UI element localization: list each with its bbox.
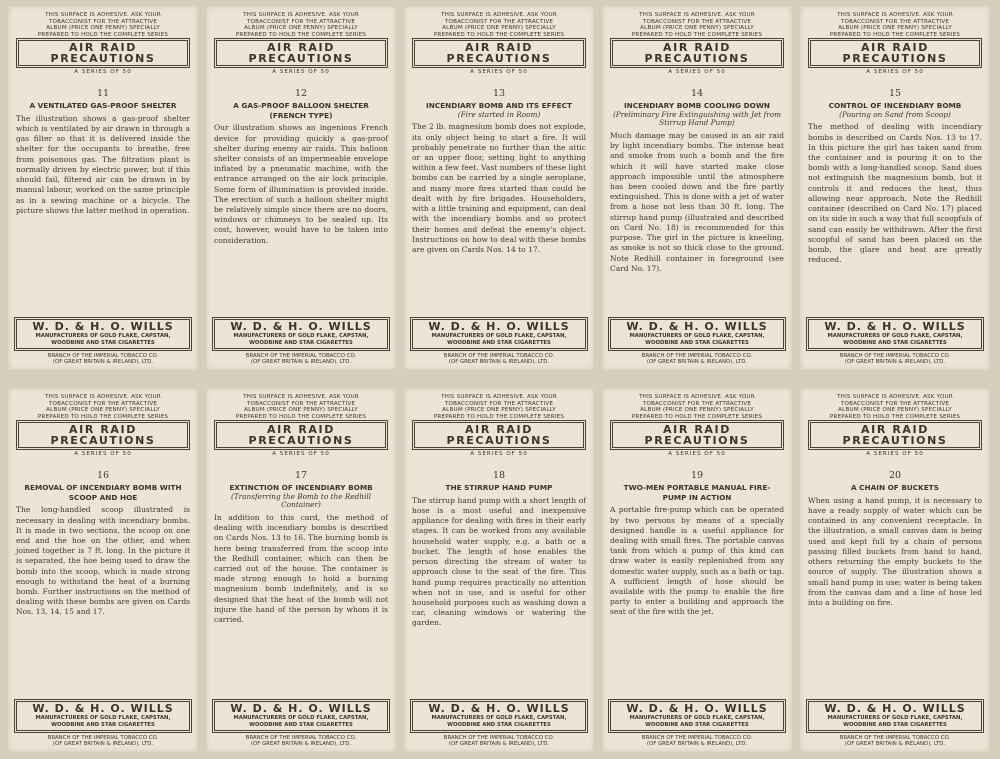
series-title: AIR RAID PRECAUTIONS bbox=[414, 40, 584, 66]
adhesive-note: THIS SURFACE IS ADHESIVE. ASK YOUR TOBACCONIST FOR THE ATTRACTIVE ALBUM (PRICE ONE PENNY) SPECIALLY PREPARED TO HOLD THE COMPLETE SERIES bbox=[433, 12, 565, 38]
series-subtitle: A SERIES OF 50 bbox=[470, 451, 528, 458]
maker-subtitle: MANUFACTURERS OF GOLD FLAKE, CAPSTAN, WOODBINE AND STAR CIGARETTES bbox=[629, 333, 765, 346]
card-footer bbox=[212, 319, 390, 366]
adhesive-note: THIS SURFACE IS ADHESIVE. ASK YOUR TOBACCONIST FOR THE ATTRACTIVE ALBUM (PRICE ONE PENNY) SPECIALLY PREPARED TO HOLD THE COMPLETE SERIES bbox=[433, 394, 565, 420]
series-title: AIR RAID PRECAUTIONS bbox=[216, 422, 386, 448]
card-number: 18 bbox=[492, 470, 506, 482]
cigarette-card bbox=[8, 6, 198, 370]
card-body-text: Much damage may be caused in an air raid by light incendiary bombs. The intense heat and smoke from such a bomb and the fire which it will have started make close approach impossible until the atmosphere has been cooled down and the fire partly extinguished. This is done with a jet of water from a hose not less than 30 ft. long. The stirrup hand pump (illustrated and described on Card No. 18) is recommended for this purpose. The girl in the picture is kneeling, as smoke is not so thick close to the ground. Note Redhill container in foreground (see Card No. 17). bbox=[610, 131, 784, 273]
series-subtitle: A SERIES OF 50 bbox=[668, 451, 726, 458]
maker-name: W. D. & H. O. WILLS bbox=[626, 320, 768, 334]
cigarette-card bbox=[800, 388, 990, 752]
series-subtitle: A SERIES OF 50 bbox=[74, 69, 132, 76]
adhesive-note: THIS SURFACE IS ADHESIVE. ASK YOUR TOBACCONIST FOR THE ATTRACTIVE ALBUM (PRICE ONE PENNY) SPECIALLY PREPARED TO HOLD THE COMPLETE SERIES bbox=[235, 394, 367, 420]
adhesive-note: THIS SURFACE IS ADHESIVE. ASK YOUR TOBACCONIST FOR THE ATTRACTIVE ALBUM (PRICE ONE PENNY) SPECIALLY PREPARED TO HOLD THE COMPLETE SERIES bbox=[829, 12, 961, 38]
card-caption: EXTINCTION OF INCENDIARY BOMB bbox=[229, 483, 373, 493]
card-body-text: The illustration shows a gas-proof shelter which is ventilated by air drawn in through a gas filter so that it is delivered inside the shelter for the occupants to breathe, free from poisonous gas. The filtration plant is normally driven by electric power, but if this should fail, filtered air can be drawn in by manual labour, worked on the same principle as in a sewing machine or a bicycle. The picture shows the latter method in operation. bbox=[16, 113, 190, 215]
maker-box bbox=[214, 319, 388, 348]
cigarette-card bbox=[206, 6, 396, 370]
maker-box bbox=[16, 701, 190, 730]
series-subtitle: A SERIES OF 50 bbox=[272, 451, 330, 458]
branch-note: BRANCH OF THE IMPERIAL TOBACCO CO. (OF GREAT BRITAIN & IRELAND), LTD. bbox=[47, 352, 159, 366]
cigarette-card bbox=[8, 388, 198, 752]
series-title: AIR RAID PRECAUTIONS bbox=[18, 422, 188, 448]
card-body-text: The 2 lb. magnesium bomb does not explode, its only object being to start a fire. It will probably penetrate no further than the attic or an upper floor, setting light to anything within a few feet. Vast numbers of these light bombs can be carried by a single aeroplane, and many more fires started than could be dealt with by fire brigades. Householders, with a little training and equipment, can deal with the incendiary bombs and so protect their homes and defeat the enemy's object. Instructions on how to deal with these bombs are given on Cards Nos. 14 to 17. bbox=[412, 122, 586, 254]
series-title: AIR RAID PRECAUTIONS bbox=[18, 40, 188, 66]
card-body-text: When using a hand pump, it is necessary to have a ready supply of water which can be contained in any convenient receptacle. In the illustration, a small canvas dam is being used and kept full by a chain of persons passing filled buckets from hand to hand, others returning the empty buckets to the source of supply. The illustration shows a small hand pump in use; water is being taken from the canvas dam and a line of hose led into a building on fire. bbox=[808, 495, 982, 607]
card-body-text: A portable fire-pump which can be operated by two persons by means of a specially designed handle is a useful appliance for dealing with small fires. The portable canvas tank from which a pump of this kind can draw water is easily replenished from any domestic water supply, such as a bath or tap. A sufficient length of hose should be available with the pump to enable the fire party to enter a building and approach the seat of the fire with the jet. bbox=[610, 505, 784, 617]
maker-box bbox=[808, 701, 982, 730]
adhesive-note: THIS SURFACE IS ADHESIVE. ASK YOUR TOBACCONIST FOR THE ATTRACTIVE ALBUM (PRICE ONE PENNY) SPECIALLY PREPARED TO HOLD THE COMPLETE SERIES bbox=[37, 394, 169, 420]
maker-box bbox=[610, 319, 784, 348]
adhesive-note: THIS SURFACE IS ADHESIVE. ASK YOUR TOBACCONIST FOR THE ATTRACTIVE ALBUM (PRICE ONE PENNY) SPECIALLY PREPARED TO HOLD THE COMPLETE SERIES bbox=[631, 12, 763, 38]
card-footer bbox=[806, 701, 984, 748]
card-number: 14 bbox=[690, 88, 704, 100]
series-subtitle: A SERIES OF 50 bbox=[272, 69, 330, 76]
series-subtitle: A SERIES OF 50 bbox=[668, 69, 726, 76]
branch-note: BRANCH OF THE IMPERIAL TOBACCO CO. (OF GREAT BRITAIN & IRELAND), LTD. bbox=[245, 734, 357, 748]
card-caption: THE STIRRUP HAND PUMP bbox=[445, 483, 553, 493]
maker-box bbox=[214, 701, 388, 730]
series-subtitle: A SERIES OF 50 bbox=[470, 69, 528, 76]
card-footer bbox=[14, 701, 192, 748]
card-number: 20 bbox=[888, 470, 902, 482]
maker-name: W. D. & H. O. WILLS bbox=[230, 702, 372, 716]
maker-subtitle: MANUFACTURERS OF GOLD FLAKE, CAPSTAN, WOODBINE AND STAR CIGARETTES bbox=[35, 715, 171, 728]
cigarette-card bbox=[602, 6, 792, 370]
maker-name: W. D. & H. O. WILLS bbox=[824, 320, 966, 334]
maker-name: W. D. & H. O. WILLS bbox=[626, 702, 768, 716]
series-title: AIR RAID PRECAUTIONS bbox=[216, 40, 386, 66]
series-subtitle: A SERIES OF 50 bbox=[74, 451, 132, 458]
card-body-text: Our illustration shows an ingenious French device for providing quickly a gas-proof shelter during enemy air raids. This balloon shelter consists of an impermeable envelope inflated by a pneumatic machine, with the entrance arranged on the air lock principle. Some form of illumination is provided inside. The erection of such a balloon shelter might be relatively simple since there are no doors, windows or chimneys to be sealed up. Its cost, however, would have to be taken into consideration. bbox=[214, 123, 388, 245]
card-footer bbox=[410, 319, 588, 366]
branch-note: BRANCH OF THE IMPERIAL TOBACCO CO. (OF GREAT BRITAIN & IRELAND), LTD. bbox=[47, 734, 159, 748]
card-number: 16 bbox=[96, 470, 110, 482]
card-number: 12 bbox=[294, 88, 308, 100]
maker-subtitle: MANUFACTURERS OF GOLD FLAKE, CAPSTAN, WOODBINE AND STAR CIGARETTES bbox=[827, 333, 963, 346]
card-number: 11 bbox=[96, 88, 110, 100]
card-number: 15 bbox=[888, 88, 902, 100]
maker-box bbox=[412, 701, 586, 730]
card-subcaption: (Pouring on Sand from Scoop) bbox=[839, 109, 951, 119]
card-number: 17 bbox=[294, 470, 308, 482]
maker-name: W. D. & H. O. WILLS bbox=[32, 702, 174, 716]
card-body-text: The method of dealing with incendiary bombs is described on Cards Nos. 13 to 17. In this picture the girl has taken sand from the container and is pouring it on to the bomb with a long-handled scoop. Sand does not extinguish the magnesium bomb, but it controls it and reduces the heat, thus allowing near approach. Note the Redhill container (described on Card No. 17) placed on its side in such a way that full scoopfuls of sand can easily be withdrawn. After the first scoopful of sand has been placed on the bomb, the glare and heat are greatly reduced. bbox=[808, 122, 982, 265]
card-body-text: In addition to this card, the method of dealing with incendiary bombs is described on Cards Nos. 13 to 16. The burning bomb is here being transferred from the scoop into the Redhill container, which can then be carried out of the house. The container is made strong enough to hold a burning magnesium bomb indefinitely, and is so designed that the heat of the bomb will not injure the hand of the person by whom it is carried. bbox=[214, 513, 388, 625]
cigarette-card bbox=[404, 6, 594, 370]
card-caption: A CHAIN OF BUCKETS bbox=[850, 483, 940, 493]
series-title: AIR RAID PRECAUTIONS bbox=[414, 422, 584, 448]
card-caption: CONTROL OF INCENDIARY BOMB bbox=[828, 101, 962, 111]
cigarette-card bbox=[206, 388, 396, 752]
adhesive-note: THIS SURFACE IS ADHESIVE. ASK YOUR TOBACCONIST FOR THE ATTRACTIVE ALBUM (PRICE ONE PENNY) SPECIALLY PREPARED TO HOLD THE COMPLETE SERIES bbox=[37, 12, 169, 38]
branch-note: BRANCH OF THE IMPERIAL TOBACCO CO. (OF GREAT BRITAIN & IRELAND), LTD. bbox=[641, 734, 753, 748]
series-title: AIR RAID PRECAUTIONS bbox=[810, 422, 980, 448]
card-footer bbox=[14, 319, 192, 366]
series-title: AIR RAID PRECAUTIONS bbox=[612, 422, 782, 448]
card-caption: A VENTILATED GAS-PROOF SHELTER bbox=[29, 101, 177, 111]
branch-note: BRANCH OF THE IMPERIAL TOBACCO CO. (OF GREAT BRITAIN & IRELAND), LTD. bbox=[443, 734, 555, 748]
branch-note: BRANCH OF THE IMPERIAL TOBACCO CO. (OF GREAT BRITAIN & IRELAND), LTD. bbox=[443, 352, 555, 366]
maker-subtitle: MANUFACTURERS OF GOLD FLAKE, CAPSTAN, WOODBINE AND STAR CIGARETTES bbox=[629, 715, 765, 728]
card-caption: INCENDIARY BOMB COOLING DOWN bbox=[623, 101, 771, 111]
series-subtitle: A SERIES OF 50 bbox=[866, 69, 924, 76]
card-number: 13 bbox=[492, 88, 506, 100]
series-title: AIR RAID PRECAUTIONS bbox=[612, 40, 782, 66]
branch-note: BRANCH OF THE IMPERIAL TOBACCO CO. (OF GREAT BRITAIN & IRELAND), LTD. bbox=[641, 352, 753, 366]
card-footer bbox=[806, 319, 984, 366]
maker-name: W. D. & H. O. WILLS bbox=[32, 320, 174, 334]
card-caption: REMOVAL OF INCENDIARY BOMB WITH SCOOP AND HOE bbox=[24, 483, 182, 502]
maker-box bbox=[808, 319, 982, 348]
card-footer bbox=[212, 701, 390, 748]
maker-subtitle: MANUFACTURERS OF GOLD FLAKE, CAPSTAN, WOODBINE AND STAR CIGARETTES bbox=[233, 333, 369, 346]
card-subcaption: (Fire started in Room) bbox=[457, 109, 541, 119]
card-body-text: The stirrup hand pump with a short length of hose is a most useful and inexpensive appliance for dealing with fires in their early stages. It can be worked from any available household water supply, e.g. a bath or a bucket. The length of hose enables the person directing the stream of water to approach close to the seat of the fire. This hand pump requires practically no attention when not in use, and is useful for other household purposes such as washing down a car, cleaning windows or watering the garden. bbox=[412, 495, 586, 628]
card-footer bbox=[608, 319, 786, 366]
maker-name: W. D. & H. O. WILLS bbox=[428, 320, 570, 334]
maker-box bbox=[412, 319, 586, 348]
maker-name: W. D. & H. O. WILLS bbox=[824, 702, 966, 716]
cigarette-card bbox=[404, 388, 594, 752]
maker-box bbox=[16, 319, 190, 348]
card-caption: INCENDIARY BOMB AND ITS EFFECT bbox=[426, 101, 572, 111]
card-number: 19 bbox=[690, 470, 704, 482]
series-subtitle: A SERIES OF 50 bbox=[866, 451, 924, 458]
adhesive-note: THIS SURFACE IS ADHESIVE. ASK YOUR TOBACCONIST FOR THE ATTRACTIVE ALBUM (PRICE ONE PENNY) SPECIALLY PREPARED TO HOLD THE COMPLETE SERIES bbox=[829, 394, 961, 420]
branch-note: BRANCH OF THE IMPERIAL TOBACCO CO. (OF GREAT BRITAIN & IRELAND), LTD. bbox=[839, 352, 951, 366]
maker-name: W. D. & H. O. WILLS bbox=[230, 320, 372, 334]
card-footer bbox=[608, 701, 786, 748]
maker-subtitle: MANUFACTURERS OF GOLD FLAKE, CAPSTAN, WOODBINE AND STAR CIGARETTES bbox=[827, 715, 963, 728]
card-body-text: The long-handled scoop illustrated is necessary in dealing with incendiary bombs. It is made in two sections, the scoop on one end and the hoe on the other, and when joined together is 7 ft. long. In the picture it is separated, the hoe being used to draw the bomb into the scoop, which is made strong enough to withstand the heat of a burning bomb. Further instructions on the method of dealing with these bombs are given on Cards Nos. 13, 14, 15 and 17. bbox=[16, 505, 190, 617]
cigarette-card bbox=[800, 6, 990, 370]
branch-note: BRANCH OF THE IMPERIAL TOBACCO CO. (OF GREAT BRITAIN & IRELAND), LTD. bbox=[245, 352, 357, 366]
adhesive-note: THIS SURFACE IS ADHESIVE. ASK YOUR TOBACCONIST FOR THE ATTRACTIVE ALBUM (PRICE ONE PENNY) SPECIALLY PREPARED TO HOLD THE COMPLETE SERIES bbox=[235, 12, 367, 38]
maker-subtitle: MANUFACTURERS OF GOLD FLAKE, CAPSTAN, WOODBINE AND STAR CIGARETTES bbox=[35, 333, 171, 346]
cigarette-card bbox=[602, 388, 792, 752]
series-title: AIR RAID PRECAUTIONS bbox=[810, 40, 980, 66]
card-footer bbox=[410, 701, 588, 748]
card-subcaption: (Preliminary Fire Extinguishing with Jet from Stirrup Hand Pump) bbox=[612, 109, 782, 128]
adhesive-note: THIS SURFACE IS ADHESIVE. ASK YOUR TOBACCONIST FOR THE ATTRACTIVE ALBUM (PRICE ONE PENNY) SPECIALLY PREPARED TO HOLD THE COMPLETE SERIES bbox=[631, 394, 763, 420]
branch-note: BRANCH OF THE IMPERIAL TOBACCO CO. (OF GREAT BRITAIN & IRELAND), LTD. bbox=[839, 734, 951, 748]
maker-subtitle: MANUFACTURERS OF GOLD FLAKE, CAPSTAN, WOODBINE AND STAR CIGARETTES bbox=[233, 715, 369, 728]
card-subcaption: (Transferring the Bomb to the Redhill Container) bbox=[230, 491, 372, 510]
maker-subtitle: MANUFACTURERS OF GOLD FLAKE, CAPSTAN, WOODBINE AND STAR CIGARETTES bbox=[431, 715, 567, 728]
card-caption: A GAS-PROOF BALLOON SHELTER (FRENCH TYPE) bbox=[233, 101, 369, 120]
maker-subtitle: MANUFACTURERS OF GOLD FLAKE, CAPSTAN, WOODBINE AND STAR CIGARETTES bbox=[431, 333, 567, 346]
maker-name: W. D. & H. O. WILLS bbox=[428, 702, 570, 716]
maker-box bbox=[610, 701, 784, 730]
card-caption: TWO-MEN PORTABLE MANUAL FIRE-PUMP IN ACTION bbox=[623, 483, 771, 502]
